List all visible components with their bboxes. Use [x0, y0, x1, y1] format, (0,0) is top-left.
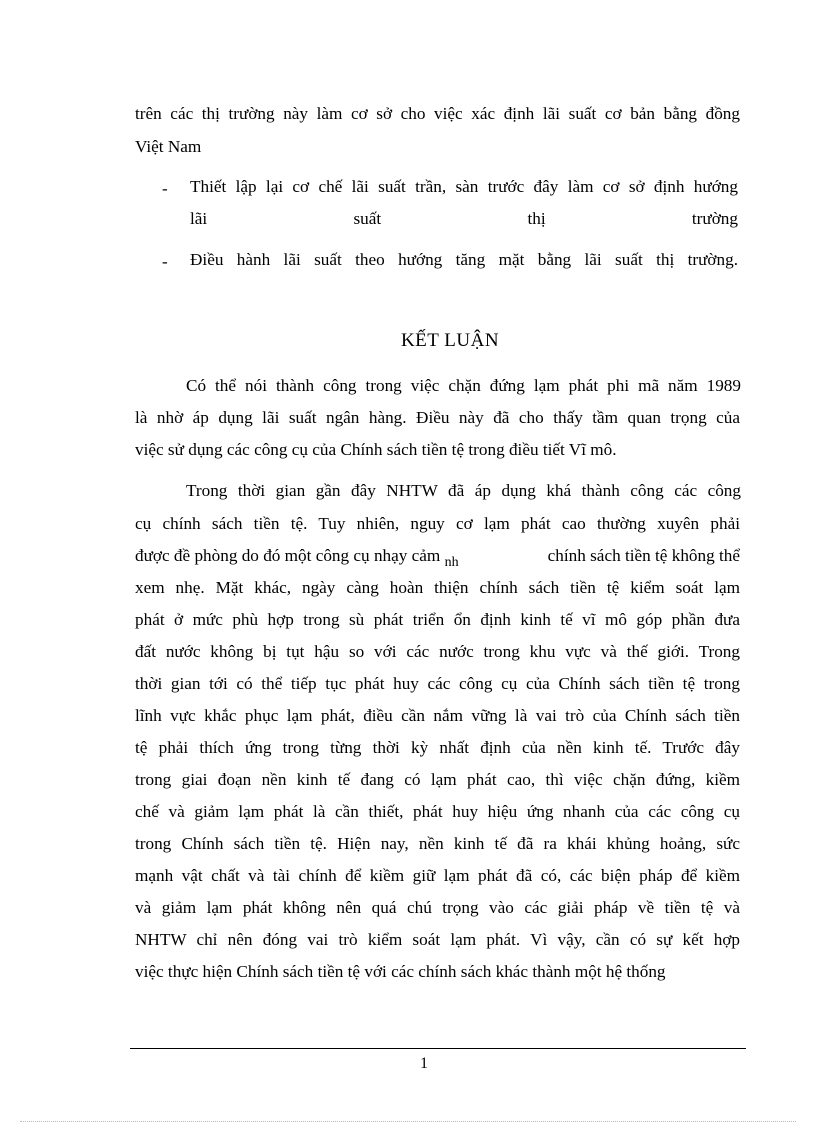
bullet-marker: -: [162, 179, 168, 198]
paragraph-2-line-4: xem nhẹ. Mặt khác, ngày càng hoàn thiện chính sách tiền tệ kiểm soát lạm: [135, 578, 740, 597]
footer-rule: [130, 1048, 746, 1049]
paragraph-1-line-3: việc sử dụng các công cụ của Chính sách tiền tệ trong điều tiết Vĩ mô.: [135, 440, 617, 459]
page-edge-divider: [20, 1121, 796, 1122]
paragraph-2-line-11: chế và giảm lạm phát là cần thiết, phát huy hiệu ứng nhanh của các công cụ: [135, 802, 740, 821]
paragraph-2-line-12: trong Chính sách tiền tệ. Hiện nay, nền kinh tế đã ra khái khủng hoảng, sức: [135, 834, 740, 853]
paragraph-2-line-6: đất nước không bị tụt hậu so với các nước trong khu vực và thế giới. Trong: [135, 642, 740, 661]
paragraph-2-line-3-end: chính sách tiền tệ không thể: [547, 546, 740, 565]
section-heading: KẾT LUẬN: [400, 330, 500, 351]
intro-line-2: Việt Nam: [135, 137, 202, 156]
paragraph-1-line-1: Có thể nói thành công trong việc chặn đứng lạm phát phi mã năm 1989: [186, 376, 741, 395]
paragraph-1-line-2: là nhờ áp dụng lãi suất ngân hàng. Điều này đã cho thấy tầm quan trọng của: [135, 408, 740, 427]
paragraph-2-line-9: tệ phải thích ứng trong từng thời kỳ nhất định của nền kinh tế. Trước đây: [135, 738, 740, 757]
subscript-fragment: nh: [444, 555, 459, 570]
paragraph-2-line-16: việc thực hiện Chính sách tiền tệ với các chính sách khác thành một hệ thống: [135, 962, 666, 981]
paragraph-2-line-7: thời gian tới có thể tiếp tục phát huy các công cụ của Chính sách tiền tệ trong: [135, 674, 740, 693]
bullet-1-line-2: lãi suất thị trường: [190, 209, 738, 228]
paragraph-2-line-8: lĩnh vực khắc phục lạm phát, điều cần nắm vững là vai trò của Chính sách tiền: [135, 706, 740, 725]
paragraph-2-line-3: [135, 545, 740, 569]
bullet-1-line-1: Thiết lập lại cơ chế lãi suất trần, sàn trước đây làm cơ sở định hướng: [190, 177, 738, 196]
paragraph-2-line-3-start: được đề phòng do đó một công cụ nhạy cảm: [135, 546, 441, 565]
paragraph-2-line-10: trong giai đoạn nền kinh tế đang có lạm phát cao, thì việc chặn đứng, kiềm: [135, 770, 740, 789]
paragraph-2-line-2: cụ chính sách tiền tệ. Tuy nhiên, nguy cơ lạm phát cao thường xuyên phải: [135, 514, 740, 533]
paragraph-2-line-1: Trong thời gian gần đây NHTW đã áp dụng khá thành công các công: [186, 481, 741, 500]
paragraph-2-line-14: và giảm lạm phát không nên quá chú trọng vào các giải pháp về tiền tệ và: [135, 898, 740, 917]
bullet-2-line-1: Điều hành lãi suất theo hướng tăng mặt bằng lãi suất thị trường.: [190, 250, 738, 269]
bullet-marker: -: [162, 252, 168, 271]
paragraph-2-line-13: mạnh vật chất và tài chính để kiềm giữ lạm phát đã có, các biện pháp để kiềm: [135, 866, 740, 885]
page-number: 1: [420, 1055, 428, 1072]
intro-line-1: trên các thị trường này làm cơ sở cho việc xác định lãi suất cơ bản bằng đồng: [135, 104, 740, 123]
paragraph-2-line-5: phát ở mức phù hợp trong sù phát triển ổn định kinh tế vĩ mô góp phần đưa: [135, 610, 740, 629]
paragraph-2-line-15: NHTW chỉ nên đóng vai trò kiểm soát lạm phát. Vì vậy, cần có sự kết hợp: [135, 930, 740, 949]
